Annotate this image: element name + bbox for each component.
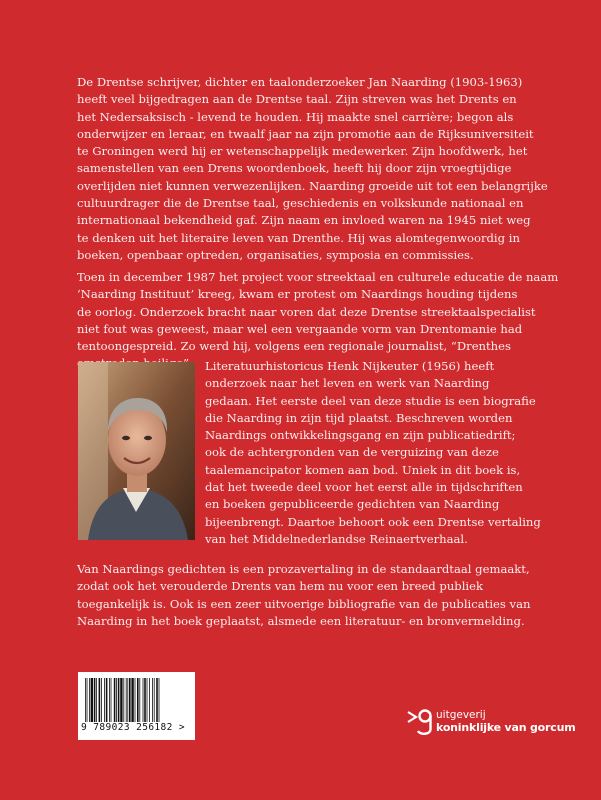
text-line: onderwijzer en leraar, en twaalf jaar na zijn promotie aan de Rijksuniversiteit [77, 126, 534, 141]
text-line: overlijden niet kunnen verwezenlijken. Naarding groeide uit tot een belangrijke [77, 178, 548, 193]
text-line: boeken, openbaar optreden, organisaties, symposia en commissies. [77, 247, 474, 262]
text-line: samenstellen van een Drens woordenboek, heeft hij door zijn vroegtijdige [77, 161, 512, 176]
text-line: dat het tweede deel voor het eerst alle in tijdschriften [205, 480, 523, 495]
text-line: cultuurdrager die de Drentse taal, geschiedenis en volkskunde nationaal en [77, 196, 524, 211]
publisher-label: uitgeverij [436, 709, 486, 721]
isbn-number: 9 789023 256182 > [81, 722, 186, 733]
text-line: ook de achtergronden van de verguizing van deze [205, 445, 499, 460]
text-line: niet fout was geweest, maar wel een vergaande vorm van Drentomanie had [77, 321, 523, 336]
text-line: internationaal bekendheid gaf. Zijn naam en invloed waren na 1945 niet weg [77, 213, 531, 228]
text-line: Van Naardings gedichten is een prozavertaling in de standaardtaal gemaakt, [77, 562, 530, 576]
intro-paragraph [77, 74, 587, 264]
text-line: en boeken gepubliceerde gedichten van Naarding [205, 497, 500, 512]
text-line: de oorlog. Onderzoek bracht naar voren dat deze Drentse streektaalspecialist [77, 304, 536, 319]
barcode-bars [84, 678, 189, 722]
text-line: Literatuurhistoricus Henk Nijkeuter (1956) heeft [205, 359, 495, 373]
text-line: Toen in december 1987 het project voor streektaal en culturele educatie de naam [77, 270, 559, 284]
publisher-mark-icon [406, 707, 434, 737]
text-line: De Drentse schrijver, dichter en taalonderzoeker Jan Naarding (1903-1963) [77, 75, 523, 89]
text-line: Naardings ontwikkelingsgang en zijn publicatiedrift; [205, 428, 516, 443]
author-paragraph [205, 358, 601, 548]
text-line: van het Middelnederlandse Reinaertverhaal. [205, 531, 468, 546]
text-line: die Naarding in zijn tijd plaatst. Beschreven worden [205, 410, 513, 425]
text-line: toegankelijk is. Ook is een zeer uitvoerige bibliografie van de publicaties van [77, 596, 531, 611]
text-line: het Nedersaksisch - levend te houden. Hij maakte snel carrière; begon als [77, 109, 514, 124]
text-line: onderzoek naar het leven en werk van Naarding [205, 376, 490, 391]
text-line: Naarding in het boek geplaatst, alsmede een literatuur- en bronvermelding. [77, 613, 525, 628]
text-line: gedaan. Het eerste deel van deze studie is een biografie [205, 393, 536, 408]
author-photo [78, 362, 195, 540]
text-line: ‘Naarding Instituut’ kreeg, kwam er protest om Naardings houding tijdens [77, 287, 518, 302]
publisher-logo [406, 707, 601, 743]
text-line: heeft veel bijgedragen aan de Drentse taal. Zijn streven was het Drents en [77, 92, 517, 107]
text-line: te Groningen werd hij er wetenschappelijk medewerker. Zijn hoofdwerk, het [77, 144, 528, 159]
translation-paragraph [77, 561, 587, 630]
text-line: te denken uit het literaire leven van Drenthe. Hij was alomtegenwoordig in [77, 230, 520, 245]
text-line: taalemancipator komen aan bod. Uniek in dit boek is, [205, 462, 521, 477]
text-line: zodat ook het verouderde Drents van hem nu voor een breed publiek [77, 579, 484, 594]
text-line: bijeenbrengt. Daartoe behoort ook een Drentse vertaling [205, 514, 541, 529]
text-line: tentoongespreid. Zo werd hij, volgens een regionale journalist, “Drenthes [77, 339, 511, 354]
publisher-name: koninklijke van gorcum [436, 721, 576, 734]
isbn-barcode [78, 672, 195, 740]
